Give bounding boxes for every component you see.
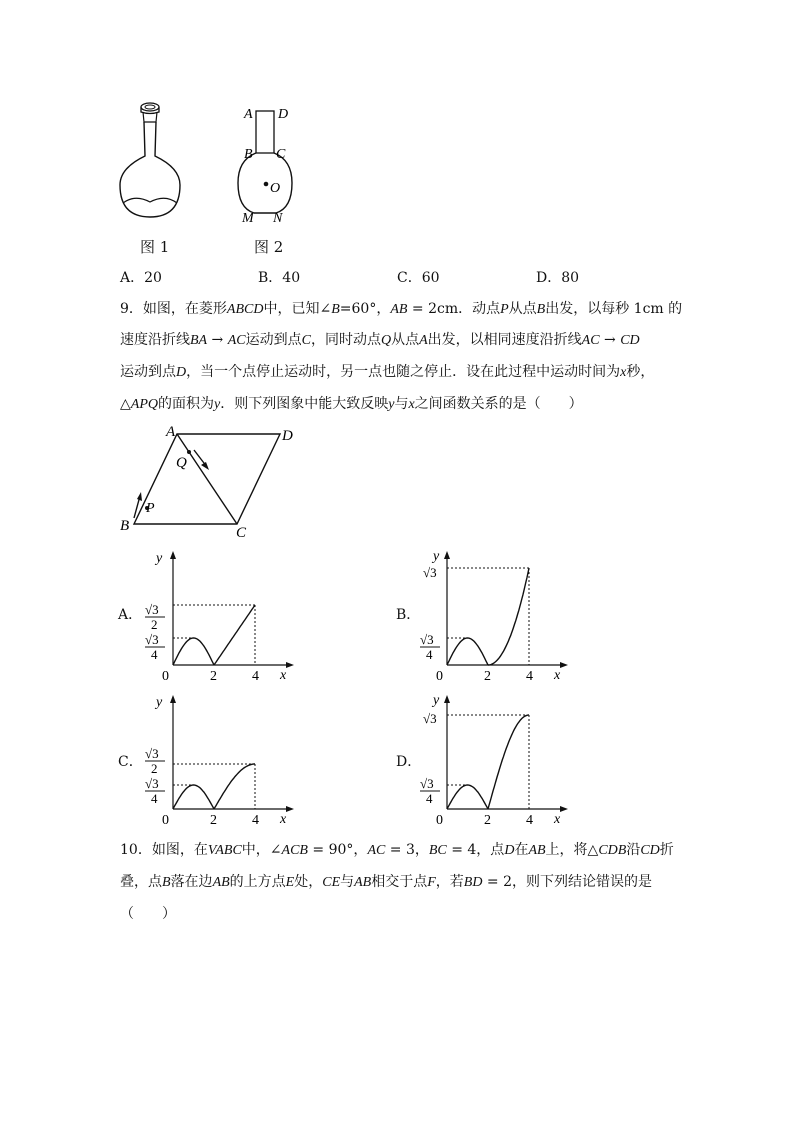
- graph-option-label: C．: [118, 754, 143, 770]
- q10-line-1: 10．如图，在VABC中，∠ACB = 90°，AC = 3，BC = 4，点D在AB上，将△CDB沿CD折: [120, 842, 674, 858]
- origin-label: 0: [436, 813, 443, 828]
- tick-4: 4: [252, 669, 259, 684]
- tick-2: 2: [484, 813, 491, 828]
- tick-top-den: 2: [151, 761, 158, 776]
- graph-c-svg: [140, 692, 300, 832]
- tick-2: 2: [210, 813, 217, 828]
- tick-4: 4: [252, 813, 259, 828]
- tick-top-den: 2: [151, 617, 158, 632]
- curve-segment-1: [173, 638, 214, 665]
- graph-option-d: [396, 692, 576, 832]
- q8-option-b: B．40: [258, 270, 301, 286]
- graph-option-label: D．: [396, 754, 422, 770]
- graph-option-b: [396, 548, 576, 688]
- label-d: D: [278, 107, 289, 122]
- tick-low-sqrt: √3: [420, 632, 434, 647]
- tick-low-sqrt: √3: [145, 776, 159, 791]
- curve-segment-2: [214, 605, 255, 665]
- origin-label: 0: [436, 669, 443, 684]
- rhombus-figure: [112, 422, 302, 542]
- y-axis-label: y: [156, 695, 163, 710]
- q8-option-c: C．60: [397, 270, 440, 286]
- graph-option-label: A．: [118, 607, 143, 623]
- label-a: A: [244, 107, 253, 122]
- origin-label: 0: [162, 669, 169, 684]
- tick-4: 4: [526, 813, 533, 828]
- graph-b-svg: [418, 548, 578, 688]
- y-axis-label: y: [433, 549, 440, 564]
- graph-option-a: [118, 548, 298, 688]
- curve-segment-1: [173, 785, 214, 809]
- rhombus-label-d: D: [282, 428, 293, 444]
- tick-low-den: 4: [151, 647, 158, 662]
- tick-2: 2: [484, 669, 491, 684]
- tick-2: 2: [210, 669, 217, 684]
- graph-d-svg: [418, 692, 578, 832]
- tick-low-den: 4: [426, 647, 433, 662]
- q8-option-d: D．80: [536, 270, 580, 286]
- curve-segment-1: [447, 785, 488, 809]
- tick-top-sqrt: √3: [145, 746, 159, 761]
- q9-line-4: △APQ的面积为y．则下列图象中能大致反映y与x之间函数关系的是（ ）: [120, 396, 583, 412]
- rhombus-label-q: Q: [176, 455, 187, 471]
- tick-low-sqrt: √3: [145, 632, 159, 647]
- label-o: O: [270, 181, 281, 196]
- graph-option-c: [118, 692, 298, 832]
- label-m: M: [242, 211, 254, 226]
- x-axis-label: x: [280, 812, 287, 827]
- origin-label: 0: [162, 813, 169, 828]
- graph-option-label: B．: [396, 607, 421, 623]
- label-n: N: [273, 211, 283, 226]
- rhombus-label-c: C: [236, 525, 247, 541]
- rhombus-label-p: P: [146, 501, 155, 516]
- q10-line-3: （ ）: [120, 906, 176, 922]
- y-axis-label: y: [156, 551, 163, 566]
- figure-1-caption: 图 1: [140, 238, 170, 256]
- tick-top-sqrt: √3: [423, 565, 437, 580]
- flask-figure-1: [110, 98, 200, 228]
- y-axis-label: y: [433, 693, 440, 708]
- tick-low-den: 4: [426, 791, 433, 806]
- q10-line-2: 叠，点B落在边AB的上方点E处，CE与AB相交于点F，若BD = 2，则下列结论错误的是: [120, 874, 653, 890]
- tick-low-sqrt: √3: [420, 776, 434, 791]
- x-axis-label: x: [554, 812, 561, 827]
- figure-2-caption: 图 2: [254, 238, 284, 256]
- curve-segment-2: [488, 715, 529, 809]
- q9-line-1: 9．如图，在菱形ABCD中，已知∠B=60°，AB = 2cm．动点P从点B出发，以每秒 1cm 的: [120, 301, 683, 317]
- q9-line-3: 运动到点D，当一个点停止运动时，另一点也随之停止．设在此过程中运动时间为x秒，: [120, 364, 655, 380]
- rhombus-label-a: A: [166, 424, 176, 440]
- tick-4: 4: [526, 669, 533, 684]
- tick-top-sqrt: √3: [423, 711, 437, 726]
- label-c: C: [276, 147, 286, 162]
- curve-segment-2: [214, 764, 255, 809]
- q9-line-2: 速度沿折线BA → AC运动到点C，同时动点Q从点A出发，以相同速度沿折线AC → CD: [120, 332, 640, 348]
- rhombus-label-b: B: [120, 518, 130, 534]
- graph-a-svg: [140, 548, 300, 688]
- q8-option-a: A．20: [120, 270, 162, 286]
- tick-top-sqrt: √3: [145, 602, 159, 617]
- curve-segment-1: [447, 638, 488, 665]
- curve-segment-2: [488, 568, 529, 665]
- tick-low-den: 4: [151, 791, 158, 806]
- flask-figure-2: [232, 98, 302, 228]
- x-axis-label: x: [280, 668, 287, 683]
- label-b: B: [244, 147, 253, 162]
- x-axis-label: x: [554, 668, 561, 683]
